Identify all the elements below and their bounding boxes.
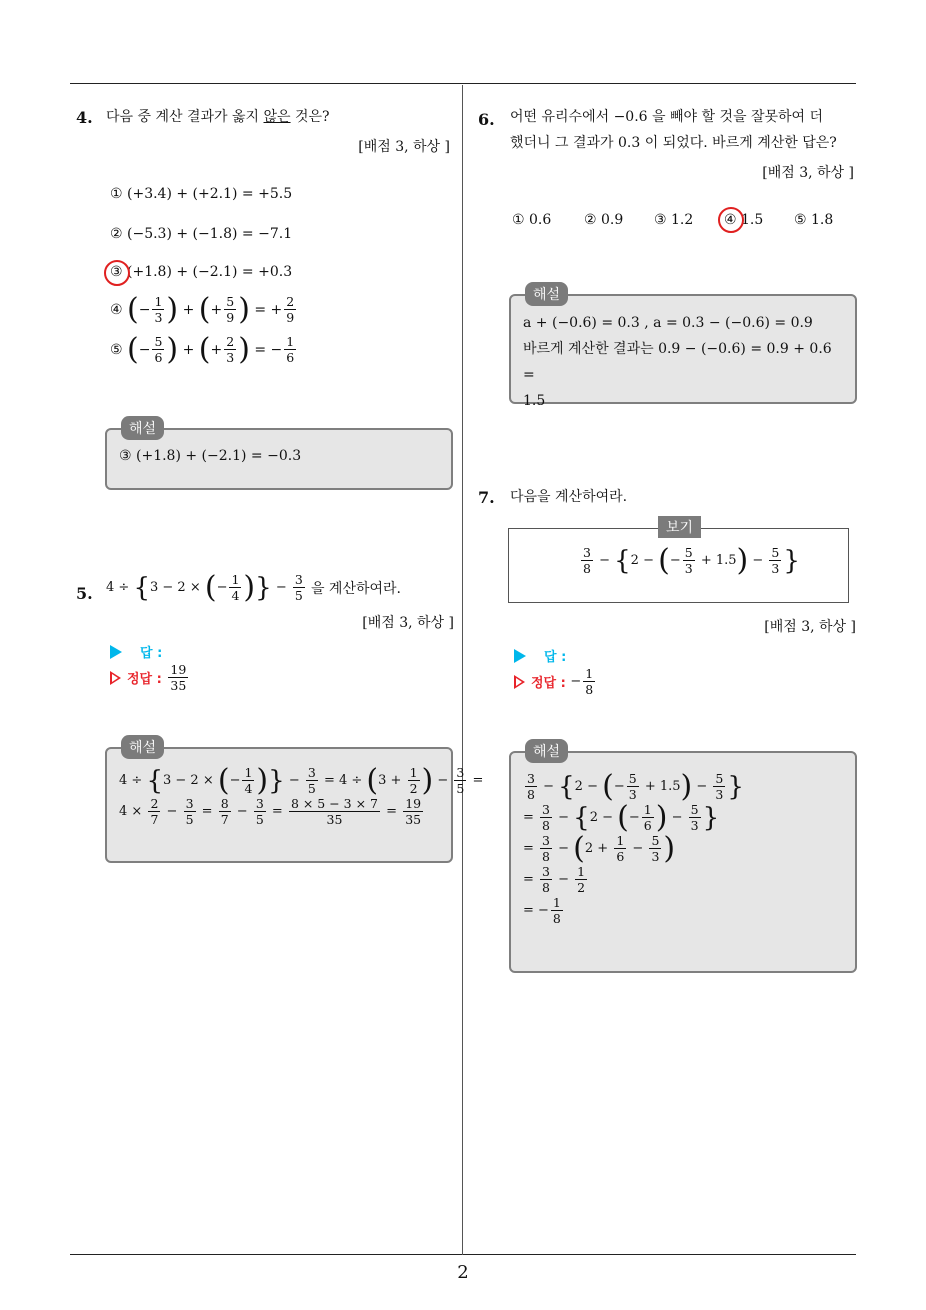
q4-option-1[interactable]: ① (+3.4) + (+2.1) = +5.5	[110, 186, 293, 202]
q5-answer-den: 35	[170, 678, 187, 693]
column-divider	[462, 85, 463, 1255]
q4-text-pre: 다음 중 계산 결과가 옳지	[106, 109, 264, 125]
q4-question	[106, 104, 330, 130]
page-number: 2	[457, 1262, 469, 1283]
q5-number: 5.	[76, 584, 93, 603]
q7-number: 7.	[478, 488, 495, 507]
q7-question: 다음을 계산하여라.	[510, 489, 628, 505]
q7-expression: $\frac{3}{8}$ − { 2 − ( − $\frac{5}{3}$ + 1.5 ) − $\frac{5}{3}$ }	[583, 542, 800, 578]
q6-solution-line3: 1.5	[523, 393, 546, 409]
q6-number: 6.	[478, 110, 495, 129]
q4-text-post: 것은?	[290, 109, 330, 125]
q6-answer-circle	[718, 207, 744, 233]
q6-solution-line1: a + (−0.6) = 0.3 , a = 0.3 − (−0.6) = 0.9	[523, 315, 813, 331]
q7-answer-label: 답 :	[544, 650, 567, 665]
q4-solution-box	[105, 421, 453, 490]
q7-meta: [배점 3, 하상 ]	[764, 619, 856, 635]
q6-option-5[interactable]: ⑤ 1.8	[794, 212, 834, 228]
q5-answer-line[interactable]	[110, 642, 162, 661]
q4-option-5[interactable]: ⑤ ( − $\frac{5}{6}$ ) + ( + $\frac{2}{3}$ ) = − $\frac{1}{6}$	[110, 331, 295, 367]
q7-answer-num: 1	[585, 666, 594, 681]
q7-answer-den: 8	[585, 682, 594, 697]
q6-solution-box	[509, 287, 857, 409]
q5-answer-arrow-icon	[110, 645, 122, 659]
q5-text: 을 계산하여라.	[310, 580, 401, 597]
q7-bogi-label: 보기	[658, 516, 701, 538]
q4-text-underline: 않은	[263, 109, 291, 125]
q4-option-4[interactable]: ④ ( − $\frac{1}{3}$ ) + ( + $\frac{5}{9}$ ) = + $\frac{2}{9}$	[110, 291, 295, 327]
q6-text-line2: 했더니 그 결과가 0.3 이 되었다. 바르게 계산한 답은?	[510, 135, 837, 151]
q6-meta: [배점 3, 하상 ]	[762, 165, 854, 181]
q4-option-2[interactable]: ② (−5.3) + (−1.8) = −7.1	[110, 226, 293, 242]
q4-meta: [배점 3, 하상 ]	[358, 139, 450, 155]
q7-solution-text: $\frac{3}{8}$ − { 2 − ( − $\frac{5}{3}$ + 1.5 ) − $\frac{5}{3}$ } = $\frac{3}{8}$ − { 2 − ( − $\frac{1}{6}$ ) − $\frac{5}{3}$ } = $\frac{3}{8}$ − ( 2 + $\frac{1}{6}$ − $\frac{5}{3}$ ) = $\frac{3}{8}$ − $\frac{1}{2}$ = − $\frac{1}{8}$	[523, 768, 744, 926]
q7-answer-arrow-icon	[514, 649, 526, 663]
q6-question	[510, 104, 860, 156]
q5-solution-label: 해설	[121, 735, 164, 759]
q5-correct-line	[110, 662, 190, 693]
q5-correct-arrow-icon	[110, 671, 121, 685]
q5-question: 4 ÷ { 3 − 2 × ( − $\frac{1}{4}$ ) } − $\frac{3}{5}$ 을 계산하여라.	[106, 569, 401, 605]
q6-option-3[interactable]: ③ 1.2	[654, 212, 694, 228]
q4-answer-circle	[104, 260, 130, 286]
top-rule	[70, 83, 856, 84]
q7-correct-line	[514, 666, 597, 697]
q5-solution-box	[105, 740, 484, 863]
q7-answer-line[interactable]	[514, 646, 566, 665]
bottom-rule	[70, 1254, 856, 1255]
q5-meta: [배점 3, 하상 ]	[362, 615, 454, 631]
q7-bogi-box	[508, 528, 849, 603]
q4-solution-text: ③ (+1.8) + (−2.1) = −0.3	[119, 448, 302, 464]
q4-option-4-mark: ④	[110, 301, 123, 318]
q5-answer-num: 19	[170, 662, 187, 677]
q7-solution-label: 해설	[525, 739, 568, 763]
q4-number: 4.	[76, 108, 93, 127]
q5-correct-label: 정답 :	[127, 672, 162, 687]
q6-solution-label: 해설	[525, 282, 568, 306]
q7-solution-box	[509, 744, 857, 973]
q6-text-line1: 어떤 유리수에서 −0.6 을 빼야 할 것을 잘못하여 더	[510, 109, 824, 125]
q5-answer-label: 답 :	[140, 646, 163, 661]
q4-option-3[interactable]: ③ (+1.8) + (−2.1) = +0.3	[110, 264, 293, 280]
q5-solution-text: 4 ÷ { 3 − 2 × ( − $\frac{1}{4}$ ) } − $\frac{3}{5}$ = 4 ÷ ( 3 + $\frac{1}{2}$ ) − $\frac{3}{5}$ = 4 × $\frac{2}{7}$ − $\frac{3}{5}$ = $\frac{8}{7}$ − $\frac{3}{5}$ = $\frac{8 \times 5 - 3 \times 7}{35}$ = $\frac{19}{35}$	[119, 762, 484, 827]
q6-solution-line2: 바르게 계산한 결과는 0.9 − (−0.6) = 0.9 + 0.6 =	[523, 341, 832, 383]
q7-answer-sign: −	[570, 674, 582, 689]
q6-option-2[interactable]: ② 0.9	[584, 212, 624, 228]
q6-option-1[interactable]: ① 0.6	[512, 212, 552, 228]
q6-option-4[interactable]: ④ 1.5	[724, 212, 764, 228]
q4-option-5-mark: ⑤	[110, 341, 123, 358]
q6-solution-text	[511, 296, 855, 422]
q7-correct-label: 정답 :	[531, 676, 566, 691]
q4-solution-label: 해설	[121, 416, 164, 440]
q7-correct-arrow-icon	[514, 675, 525, 689]
